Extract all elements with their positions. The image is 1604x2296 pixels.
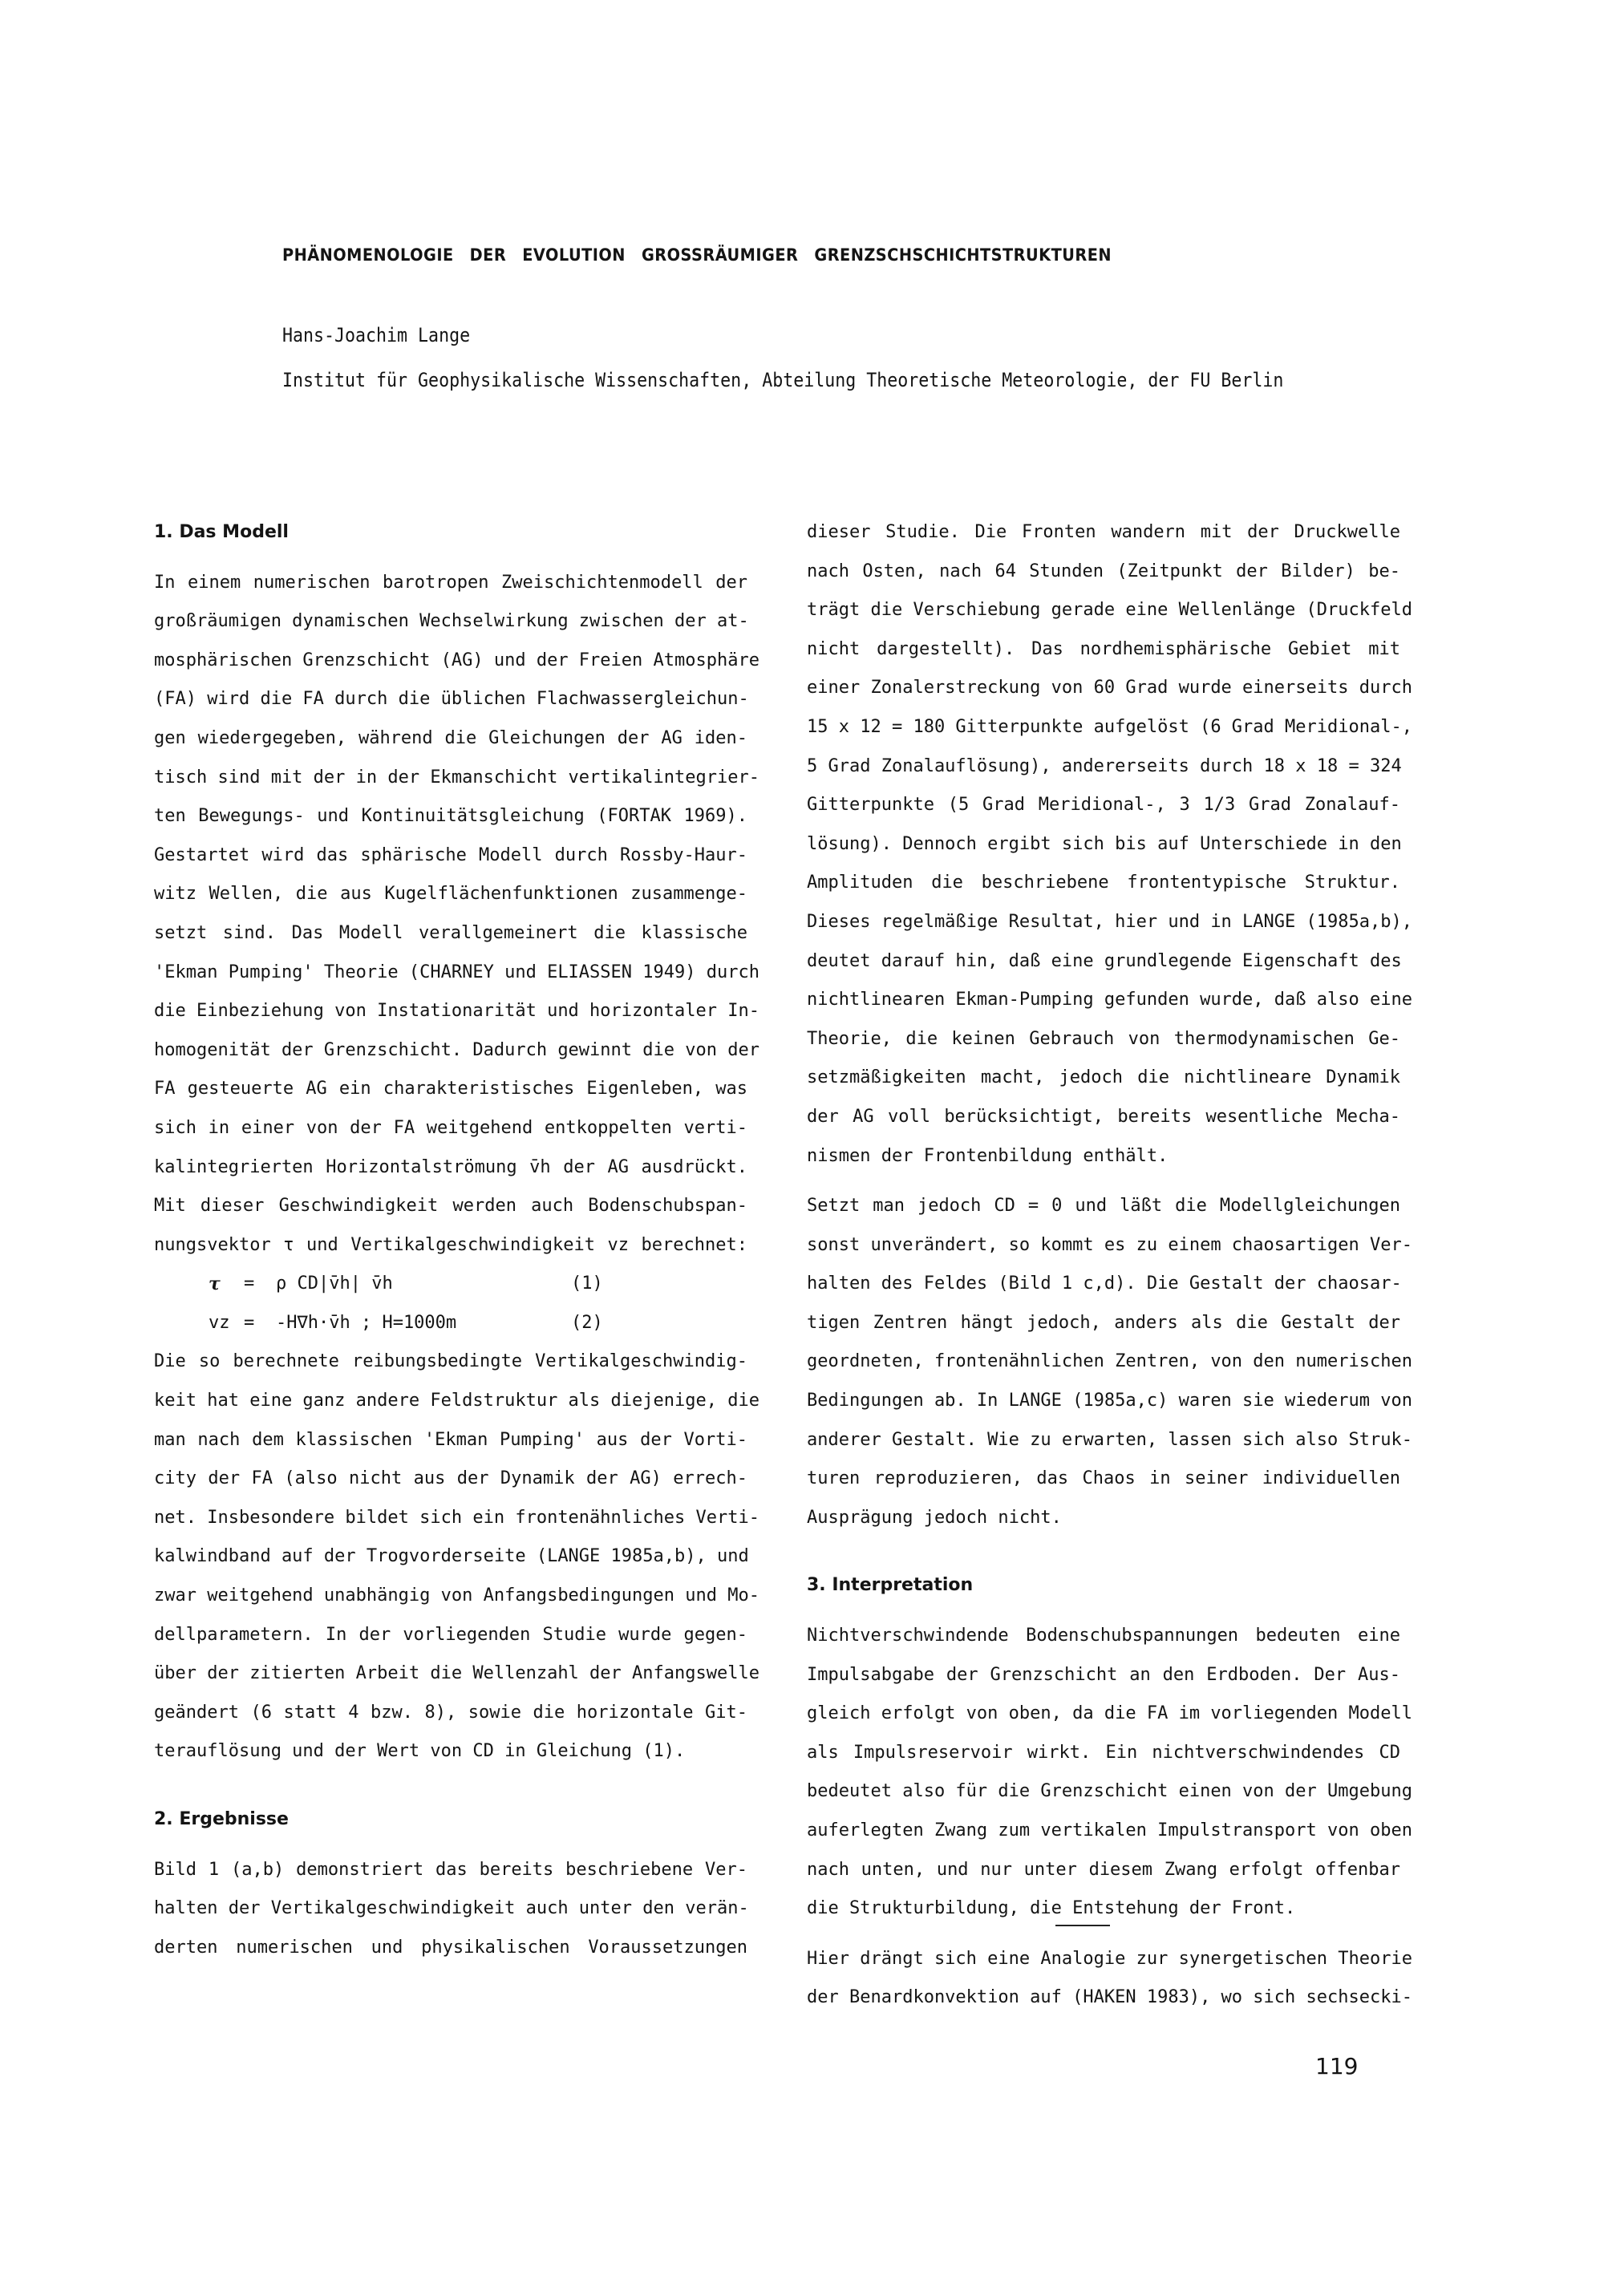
equation-2-lhs: vz (209, 1312, 230, 1333)
text-line: bedeutet also für die Grenzschicht einen von der Umgebung (807, 1781, 1412, 1802)
text-line: tisch sind mit der in der Ekmanschicht vertikalintegrier- (154, 767, 759, 788)
text-line: sonst unverändert, so kommt es zu einem chaosartigen Ver- (807, 1234, 1412, 1255)
text-line: dellparametern. In der vorliegenden Studie wurde gegen- (154, 1624, 747, 1645)
text-line: lösung). Dennoch ergibt sich bis auf Unterschiede in den (807, 833, 1402, 854)
equation-1-rhs: ρ CD|v̄h| v̄h (276, 1274, 393, 1294)
text-line: nach unten, und nur unter diesem Zwang erfolgt offenbar (807, 1859, 1400, 1880)
text-line: 15 x 12 = 180 Gitterpunkte aufgelöst (6 Grad Meridional-, (807, 716, 1412, 737)
text-line: die Strukturbildung, die Entstehung der Front. (807, 1898, 1296, 1919)
text-line: die Einbeziehung von Instationarität und horizontaler In- (154, 1001, 759, 1022)
paragraph-ergebnisse-1 (154, 1851, 747, 1968)
text-line: geändert (6 statt 4 bzw. 8), sowie die horizontale Git- (154, 1702, 747, 1723)
text-line: zwar weitgehend unabhängig von Anfangsbedingungen und Mo- (154, 1585, 759, 1606)
section-heading-interpretation: 3. Interpretation (807, 1575, 974, 1596)
text-line: trägt die Verschiebung gerade eine Wellenlänge (Druckfeld (807, 600, 1412, 621)
affiliation: Institut für Geophysikalische Wissenschaften, Abteilung Theoretische Meteorologie, der FU Berlin (282, 369, 1284, 391)
text-line: nungsvektor τ und Vertikalgeschwindigkeit vz berechnet: (154, 1234, 747, 1255)
text-line: net. Insbesondere bildet sich ein frontenähnliches Verti- (154, 1507, 759, 1528)
text-line: Gitterpunkte (5 Grad Meridional-, 3 1/3 Grad Zonalauf- (807, 795, 1400, 816)
text-line: deutet darauf hin, daß eine grundlegende Eigenschaft des (807, 950, 1402, 971)
text-line: Dieses regelmäßige Resultat, hier und in LANGE (1985a,b), (807, 911, 1412, 932)
text-line: der Benardkonvektion auf (HAKEN 1983), wo sich sechsecki- (807, 1987, 1412, 2008)
text-line: halten des Feldes (Bild 1 c,d). Die Gestalt der chaosar- (807, 1274, 1402, 1294)
text-line: Mit dieser Geschwindigkeit werden auch Bodenschubspan- (154, 1196, 747, 1217)
paper-title: PHÄNOMENOLOGIE DER EVOLUTION GROSSRÄUMIGER GRENZSCHSCHICHTSTRUKTUREN (282, 245, 1112, 265)
text-line: ten Bewegungs- und Kontinuitätsgleichung (FORTAK 1969). (154, 806, 747, 827)
text-line: halten der Vertikalgeschwindigkeit auch unter den verän- (154, 1898, 749, 1919)
text-line: mosphärischen Grenzschicht (AG) und der Freien Atmosphäre (154, 650, 759, 670)
paragraph-ergebnisse-3 (807, 1187, 1412, 1537)
text-line: Impulsabgabe der Grenzschicht an den Erdboden. Der Aus- (807, 1664, 1400, 1685)
text-line: nach Osten, nach 64 Stunden (Zeitpunkt der Bilder) be- (807, 561, 1400, 581)
text-line: kalintegrierten Horizontalströmung v̄h der AG ausdrückt. (154, 1156, 747, 1177)
paragraph-interpretation-2 (807, 1940, 1412, 2018)
text-line: city der FA (also nicht aus der Dynamik der AG) errech- (154, 1468, 747, 1489)
right-column (807, 513, 1412, 2018)
text-line: Amplituden die beschriebene frontentypische Struktur. (807, 873, 1400, 893)
text-line: Bedingungen ab. In LANGE (1985a,c) waren sie wiederum von (807, 1391, 1412, 1411)
equation-1-equals: = (244, 1274, 255, 1294)
page-number: 119 (1315, 2053, 1359, 2079)
text-line: dieser Studie. Die Fronten wandern mit der Druckwelle (807, 522, 1400, 542)
text-line: 'Ekman Pumping' Theorie (CHARNEY und ELIASSEN 1949) durch (154, 962, 759, 982)
text-line: über der zitierten Arbeit die Wellenzahl der Anfangswelle (154, 1663, 759, 1684)
section-heading-modell: 1. Das Modell (154, 522, 289, 542)
text-line: als Impulsreservoir wirkt. Ein nichtverschwindendes CD (807, 1742, 1400, 1763)
text-line: 5 Grad Zonalauflösung), andererseits durch 18 x 18 = 324 (807, 755, 1402, 776)
text-line: (FA) wird die FA durch die üblichen Flachwassergleichun- (154, 689, 749, 710)
separator-rule (1055, 1925, 1110, 1926)
text-line: gleich erfolgt von oben, da die FA im vorliegenden Modell (807, 1703, 1412, 1724)
text-line: auferlegten Zwang zum vertikalen Impulstransport von oben (807, 1820, 1412, 1840)
text-line: Theorie, die keinen Gebrauch von thermodynamischen Ge- (807, 1028, 1400, 1049)
text-line: der AG voll berücksichtigt, bereits wesentliche Mecha- (807, 1106, 1400, 1127)
text-line: Nichtverschwindende Bodenschubspannungen bedeuten eine (807, 1626, 1400, 1646)
author-name: Hans-Joachim Lange (282, 324, 471, 346)
text-line: anderer Gestalt. Wie zu erwarten, lassen sich also Struk- (807, 1429, 1412, 1450)
text-line: keit hat eine ganz andere Feldstruktur als diejenige, die (154, 1391, 759, 1411)
text-line: Setzt man jedoch CD = 0 und läßt die Modellgleichungen (807, 1196, 1400, 1217)
text-line: nichtlinearen Ekman-Pumping gefunden wurde, daß also eine (807, 990, 1412, 1010)
paragraph-ergebnisse-2 (807, 513, 1412, 1176)
text-line: Ausprägung jedoch nicht. (807, 1507, 1062, 1528)
text-line: geordneten, frontenähnlichen Zentren, von den numerischen (807, 1351, 1412, 1372)
text-line: witz Wellen, die aus Kugelflächenfunktionen zusammenge- (154, 884, 747, 905)
text-line: In einem numerischen barotropen Zweischichtenmodell der (154, 572, 747, 593)
text-line: sich in einer von der FA weitgehend entkoppelten verti- (154, 1117, 747, 1138)
equation-1 (154, 1265, 747, 1304)
text-line: homogenität der Grenzschicht. Dadurch gewinnt die von der (154, 1039, 759, 1060)
text-line: großräumigen dynamischen Wechselwirkung zwischen der at- (154, 611, 749, 632)
equation-2-equals: = (244, 1312, 255, 1333)
equation-1-number: (1) (571, 1274, 603, 1294)
text-line: FA gesteuerte AG ein charakteristisches Eigenleben, was (154, 1079, 747, 1099)
text-line: tigen Zentren hängt jedoch, anders als die Gestalt der (807, 1312, 1400, 1333)
equation-2 (154, 1304, 747, 1343)
text-line: terauflösung und der Wert von CD in Gleichung (1). (154, 1741, 686, 1762)
text-line: derten numerischen und physikalischen Voraussetzungen (154, 1937, 747, 1958)
paragraph-modell-2 (154, 1342, 759, 1772)
text-line: Die so berechnete reibungsbedingte Vertikalgeschwindig- (154, 1351, 747, 1372)
left-column (154, 513, 759, 1967)
text-line: man nach dem klassischen 'Ekman Pumping' aus der Vorti- (154, 1429, 747, 1450)
equation-1-lhs: τ (209, 1274, 221, 1295)
text-line: gen wiedergegeben, während die Gleichungen der AG iden- (154, 727, 747, 748)
text-line: Hier drängt sich eine Analogie zur synergetischen Theorie (807, 1948, 1412, 1969)
equation-2-number: (2) (571, 1312, 603, 1333)
text-line: setzmäßigkeiten macht, jedoch die nichtlineare Dynamik (807, 1067, 1400, 1088)
text-line: nicht dargestellt). Das nordhemisphärische Gebiet mit (807, 638, 1400, 659)
text-line: Bild 1 (a,b) demonstriert das bereits beschriebene Ver- (154, 1859, 747, 1880)
text-line: kalwindband auf der Trogvorderseite (LANGE 1985a,b), und (154, 1546, 749, 1567)
text-line: Gestartet wird das sphärische Modell durch Rossby-Haur- (154, 844, 747, 865)
text-line: einer Zonalerstreckung von 60 Grad wurde einerseits durch (807, 678, 1412, 699)
text-line: nismen der Frontenbildung enthält. (807, 1145, 1169, 1166)
text-line: turen reproduzieren, das Chaos in seiner individuellen (807, 1468, 1400, 1489)
section-heading-ergebnisse: 2. Ergebnisse (154, 1809, 289, 1829)
paragraph-modell-1 (154, 564, 759, 1265)
paragraph-interpretation-1 (807, 1617, 1412, 1929)
equation-2-rhs: -H∇h·v̄h ; H=1000m (276, 1312, 457, 1333)
text-line: setzt sind. Das Modell verallgemeinert die klassische (154, 922, 747, 943)
